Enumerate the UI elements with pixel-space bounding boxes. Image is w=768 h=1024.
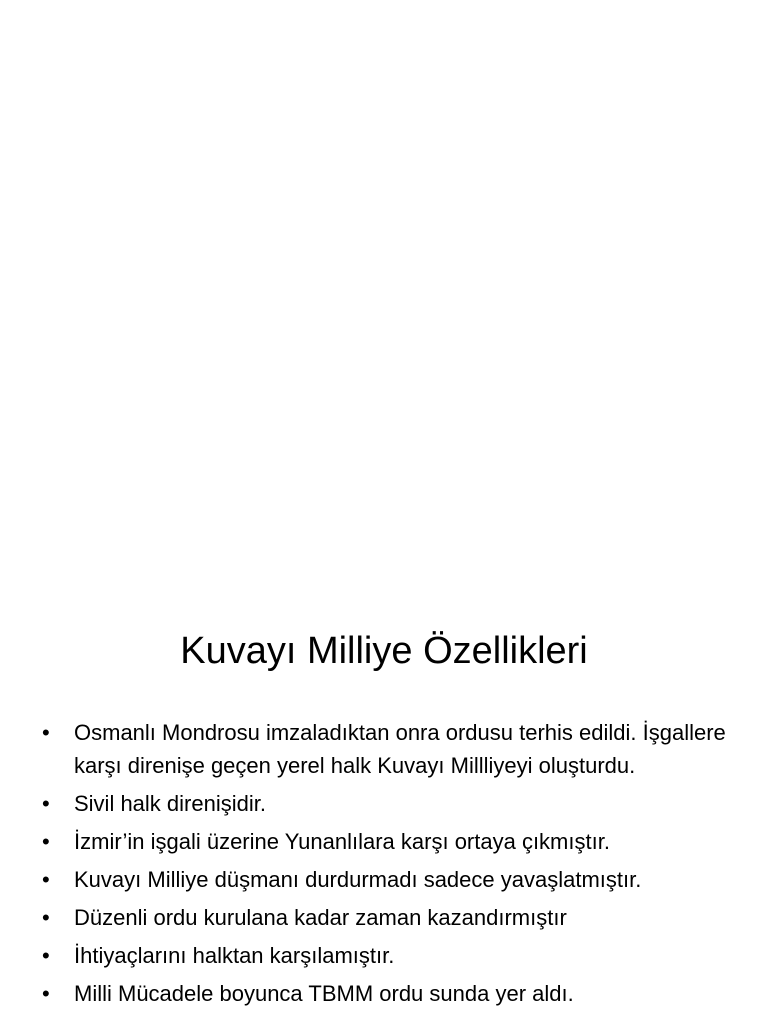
bullet-item bbox=[42, 977, 742, 1010]
bullet-item bbox=[42, 787, 742, 820]
bullet-dot-icon: • bbox=[42, 981, 50, 1006]
bullet-item bbox=[42, 716, 742, 782]
bullet-dot-icon: • bbox=[42, 943, 50, 968]
bullet-dot-icon: • bbox=[42, 791, 50, 816]
bullet-item bbox=[42, 825, 742, 858]
bullet-text: Milli Mücadele boyunca TBMM ordu sunda yer aldı. bbox=[74, 981, 574, 1006]
bullet-text: Osmanlı Mondrosu imzaladıktan onra ordusu terhis edildi. İşgallere karşı direnişe geçen yerel halk Kuvayı Millliyeyi oluşturdu. bbox=[74, 720, 726, 778]
bullet-item bbox=[42, 901, 742, 934]
bullet-text: İzmir’in işgali üzerine Yunanlılara karşı ortaya çıkmıştır. bbox=[74, 829, 610, 854]
bullet-text: İhtiyaçlarını halktan karşılamıştır. bbox=[74, 943, 395, 968]
bullet-dot-icon: • bbox=[42, 867, 50, 892]
bullet-dot-icon: • bbox=[42, 905, 50, 930]
bullet-text: Sivil halk direnişidir. bbox=[74, 791, 266, 816]
bullet-text: Düzenli ordu kurulana kadar zaman kazandırmıştır bbox=[74, 905, 567, 930]
bullet-list bbox=[42, 716, 742, 1015]
bullet-dot-icon: • bbox=[42, 720, 50, 745]
bullet-item bbox=[42, 939, 742, 972]
bullet-item bbox=[42, 863, 742, 896]
bullet-text: Kuvayı Milliye düşmanı durdurmadı sadece yavaşlatmıştır. bbox=[74, 867, 642, 892]
bullet-dot-icon: • bbox=[42, 829, 50, 854]
slide-title: Kuvayı Milliye Özellikleri bbox=[180, 630, 588, 672]
